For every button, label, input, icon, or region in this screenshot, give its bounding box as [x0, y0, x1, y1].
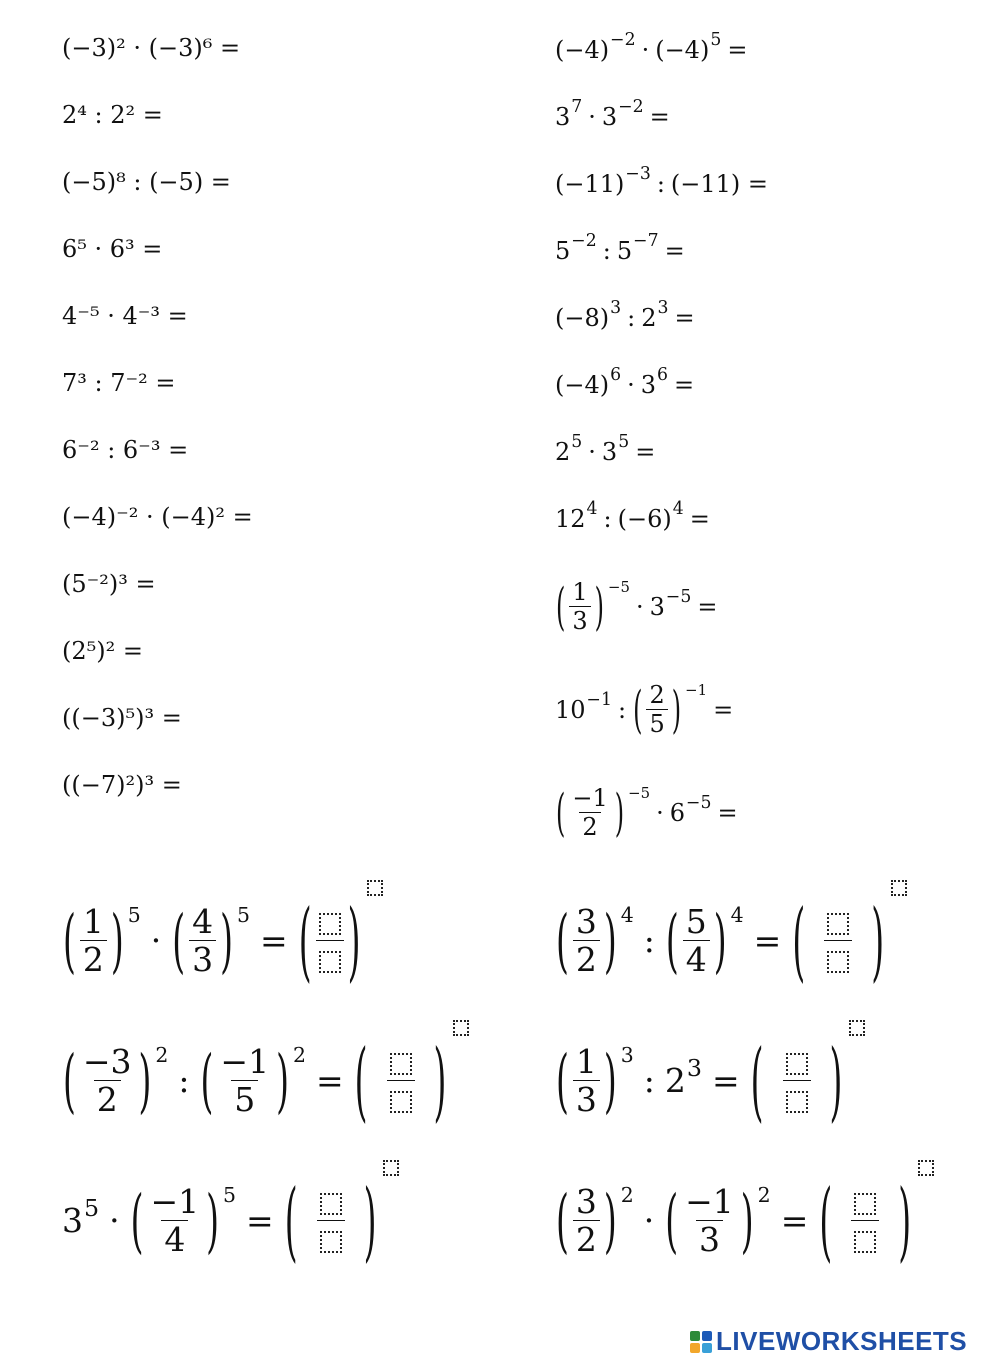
logo-square-lightblue: [702, 1343, 712, 1353]
left-expression-5: 4⁻⁵ · 4⁻³ =: [62, 302, 188, 330]
right-expression-5: (−8)3 : 23 =: [555, 298, 695, 332]
left-expression-4: 6⁵ · 6³ =: [62, 235, 163, 263]
right-expression-7: 25 · 35 =: [555, 432, 656, 466]
logo-square-green: [690, 1331, 700, 1341]
denominator-answer-box[interactable]: [827, 951, 849, 973]
bottom-expression-3: ( $\frac{-3}{2}$ ) 2: ( $\frac{-1}{5}$ ) 2= ( ): [62, 1045, 469, 1116]
numerator-answer-box[interactable]: [319, 913, 341, 935]
exponent-answer-box[interactable]: [453, 1020, 469, 1036]
logo-text: LIVEWORKSHEETS: [716, 1326, 968, 1356]
exponent-answer-box[interactable]: [849, 1020, 865, 1036]
numerator-answer-box[interactable]: [390, 1053, 412, 1075]
right-expression-6: (−4)6 · 36 =: [555, 365, 695, 399]
right-expression-3: (−11)−3 : (−11) =: [555, 164, 769, 198]
right-expression-1: (−4)−2 · (−4)5 =: [555, 30, 748, 64]
left-expression-9: (5⁻²)³ =: [62, 570, 156, 598]
logo-square-blue: [702, 1331, 712, 1341]
numerator-answer-box[interactable]: [786, 1053, 808, 1075]
right-expression-4: 5−2 : 5−7 =: [555, 231, 685, 265]
right-expression-11: ( $\frac{-1}{2}$ ) −5· 6−5 =: [556, 783, 738, 842]
left-expression-1: (−3)² · (−3)⁶ =: [62, 34, 241, 62]
left-expression-2: 2⁴ : 2² =: [62, 101, 163, 129]
denominator-answer-box[interactable]: [320, 1231, 342, 1253]
right-expression-2: 37 · 3−2 =: [555, 97, 670, 131]
numerator-answer-box[interactable]: [827, 913, 849, 935]
numerator-answer-box[interactable]: [320, 1193, 342, 1215]
left-expression-10: (2⁵)² =: [62, 637, 143, 665]
left-expression-3: (−5)⁸ : (−5) =: [62, 168, 231, 196]
denominator-answer-box[interactable]: [854, 1231, 876, 1253]
exponent-answer-box[interactable]: [383, 1160, 399, 1176]
bottom-expression-1: ( $\frac{1}{2}$ ) 5· ( $\frac{4}{3}$ ) 5= ( ): [62, 905, 383, 976]
right-expression-8: 124 : (−6)4 =: [555, 499, 710, 533]
bottom-expression-2: ( $\frac{3}{2}$ ) 4: ( $\frac{5}{4}$ ) 4= ( ): [555, 905, 907, 976]
liveworksheets-logo: [690, 1326, 967, 1357]
left-expression-12: ((−7)²)³ =: [62, 771, 182, 799]
exponent-answer-box[interactable]: [367, 880, 383, 896]
left-expression-6: 7³ : 7⁻² =: [62, 369, 176, 397]
logo-icon: [690, 1331, 712, 1353]
right-expression-10: 10−1 : ( $\frac{2}{5}$ ) −1=: [555, 680, 734, 739]
logo-square-orange: [690, 1343, 700, 1353]
left-expression-11: ((−3)⁵)³ =: [62, 704, 182, 732]
left-expression-7: 6⁻² : 6⁻³ =: [62, 436, 189, 464]
bottom-expression-5: 35 · ( $\frac{-1}{4}$ ) 5= ( ): [62, 1185, 399, 1256]
denominator-answer-box[interactable]: [319, 951, 341, 973]
bottom-expression-4: ( $\frac{1}{3}$ ) 3: 23 = ( ): [555, 1045, 865, 1116]
exponent-answer-box[interactable]: [891, 880, 907, 896]
left-expression-8: (−4)⁻² · (−4)² =: [62, 503, 253, 531]
numerator-answer-box[interactable]: [854, 1193, 876, 1215]
right-expression-9: ( $\frac{1}{3}$ ) −5· 3−5 =: [556, 577, 718, 636]
bottom-expression-6: ( $\frac{3}{2}$ ) 2· ( $\frac{-1}{3}$ ) 2= ( ): [555, 1185, 934, 1256]
denominator-answer-box[interactable]: [786, 1091, 808, 1113]
denominator-answer-box[interactable]: [390, 1091, 412, 1113]
exponent-answer-box[interactable]: [918, 1160, 934, 1176]
